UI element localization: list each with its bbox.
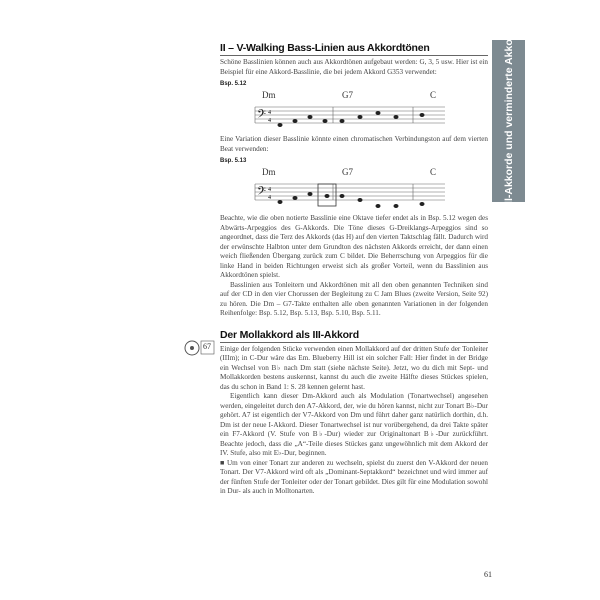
svg-text:4: 4: [268, 110, 271, 116]
paragraph: Basslinien aus Tonleitern und Akkordtönen mit all den oben genannten Techniken sind auf der CD in den vier Chorussen der Begleitung zu C Jam Blues (zweite Version, Seite 92) zu hören. Die Dm – G7-Takte enthalten alle oben genannten Variationen in der folgenden Reihenfolge: Bsp. 5.12, Bsp. 5.13, Bsp. 5.10, Bsp. 5.11.: [220, 280, 488, 317]
svg-text:4: 4: [268, 195, 271, 201]
section-title: Der Mollakkord als III-Akkord: [220, 329, 488, 343]
variation-text: Eine Variation dieser Basslinie könnte einen chromatischen Verbindungston auf dem vierten Beat verwenden:: [220, 135, 488, 153]
cd-icon: [184, 339, 216, 357]
chord-label: G7: [342, 90, 353, 100]
chord-row: [220, 167, 488, 180]
example-label: Bsp. 5.13: [220, 158, 247, 164]
chord-label: Dm: [262, 90, 276, 100]
staff-example-1: [250, 103, 450, 133]
section-minor-chord: [220, 329, 488, 497]
example-label: Bsp. 5.12: [220, 81, 247, 87]
chord-label: C: [430, 167, 437, 177]
side-tab-label: Moll-Akkorde und verminderte Akkorde: [502, 22, 515, 220]
section-walking-bass: [220, 42, 488, 319]
paragraph: Beachte, wie die oben notierte Basslinie eine Oktave tiefer endet als in Bsp. 5.12 wegen des Abwärts-Arpeggios des G-Akkords. Die Töne dieses G-Dreiklangs-Arpeggios sind so angeordnet, dass die Terz des Akkords (das H) auf den vierten Taktschlag fällt. Dadurch wird der erwünschte Halbton unter dem Grundton des nächsten Akkords erreicht, der dann einen weich fließenden Übergang zurück zum C bildet. Die Beherrschung von Arpeggios für die linke Hand in beiden Richtungen erweist sich als großer Vorteil, wenn du Basslinien aus Akkordtönen spielst.: [220, 214, 488, 279]
text-column: [220, 42, 488, 497]
svg-text:4: 4: [268, 187, 271, 193]
paragraph: Eigentlich kann dieser Dm-Akkord auch als Modulation (Tonartwechsel) angesehen werden, eingeleitet durch den A7-Akkord, der, wie du hören kannst, nicht zur Tonart B♭-Dur gehört. A7 ist eigentlich der V7-Akkord von Dm und führt daher ganz natürlich dorthin, d.h. Dm ist der neue I-Akkord. Dieser Tonartwechsel ist nur vorübergehend, da drei Takte später ein F7-Akkord (V. Stufe von B♭-Dur) wieder zur Originaltonart B♭-Dur zurückführt. Beachte jedoch, dass die „A“-Teile dieses Stückes ganz ungewöhnlich mit dem Akkord der IV. Stufe, also mit E♭-Dur, beginnen.: [220, 392, 488, 457]
chord-label: Dm: [262, 167, 276, 177]
note-paragraph: ■ Um von einer Tonart zur anderen zu wechseln, spielst du zuerst den V-Akkord der neuen Tonart. Der V7-Akkord wird oft als „Dominant-Septakkord“ bezeichnet und wird immer auf der fünften Stufe der Tonleiter oder der Tonart gebildet. Dies gilt für eine Modulation sowohl in Dur- als auch in Molltonarten.: [220, 458, 488, 495]
chapter-side-tab: [492, 22, 525, 220]
cd-track-marker: [184, 339, 216, 357]
svg-text:𝄢: 𝄢: [257, 186, 267, 201]
cd-track-number: 67: [203, 342, 211, 351]
staff-example-2: [250, 180, 450, 210]
page-number: 61: [484, 570, 492, 579]
chord-row: [220, 90, 488, 103]
chord-label: G7: [342, 167, 353, 177]
intro-text: Schöne Basslinien können auch aus Akkordtönen aufgebaut werden: G, 3, 5 usw. Hier ist ein Beispiel für eine Akkord-Basslinie, die bei jedem Akkord G353 verwendet:: [220, 58, 488, 76]
chord-label: C: [430, 90, 437, 100]
svg-text:𝄢: 𝄢: [257, 109, 267, 124]
svg-text:4: 4: [268, 118, 271, 124]
section-title: II – V-Walking Bass-Linien aus Akkordtönen: [220, 42, 488, 56]
paragraph: Einige der folgenden Stücke verwenden einen Mollakkord auf der dritten Stufe der Tonleiter (IIIm); in C-Dur wäre das Em. Blueberry Hill ist ein solcher Fall: Hier findet in der Bridge ein Wechsel von B♭ nach Dm statt (siehe nächste Seite). Jetzt, wo du dich mit Sept- und Mollakkorden bestens auskennst, kannst du auch die zweite Hälfte dieses Stückes spielen, das du schon in Band 1: S. 28 kennen gelernt hast.: [220, 344, 488, 391]
